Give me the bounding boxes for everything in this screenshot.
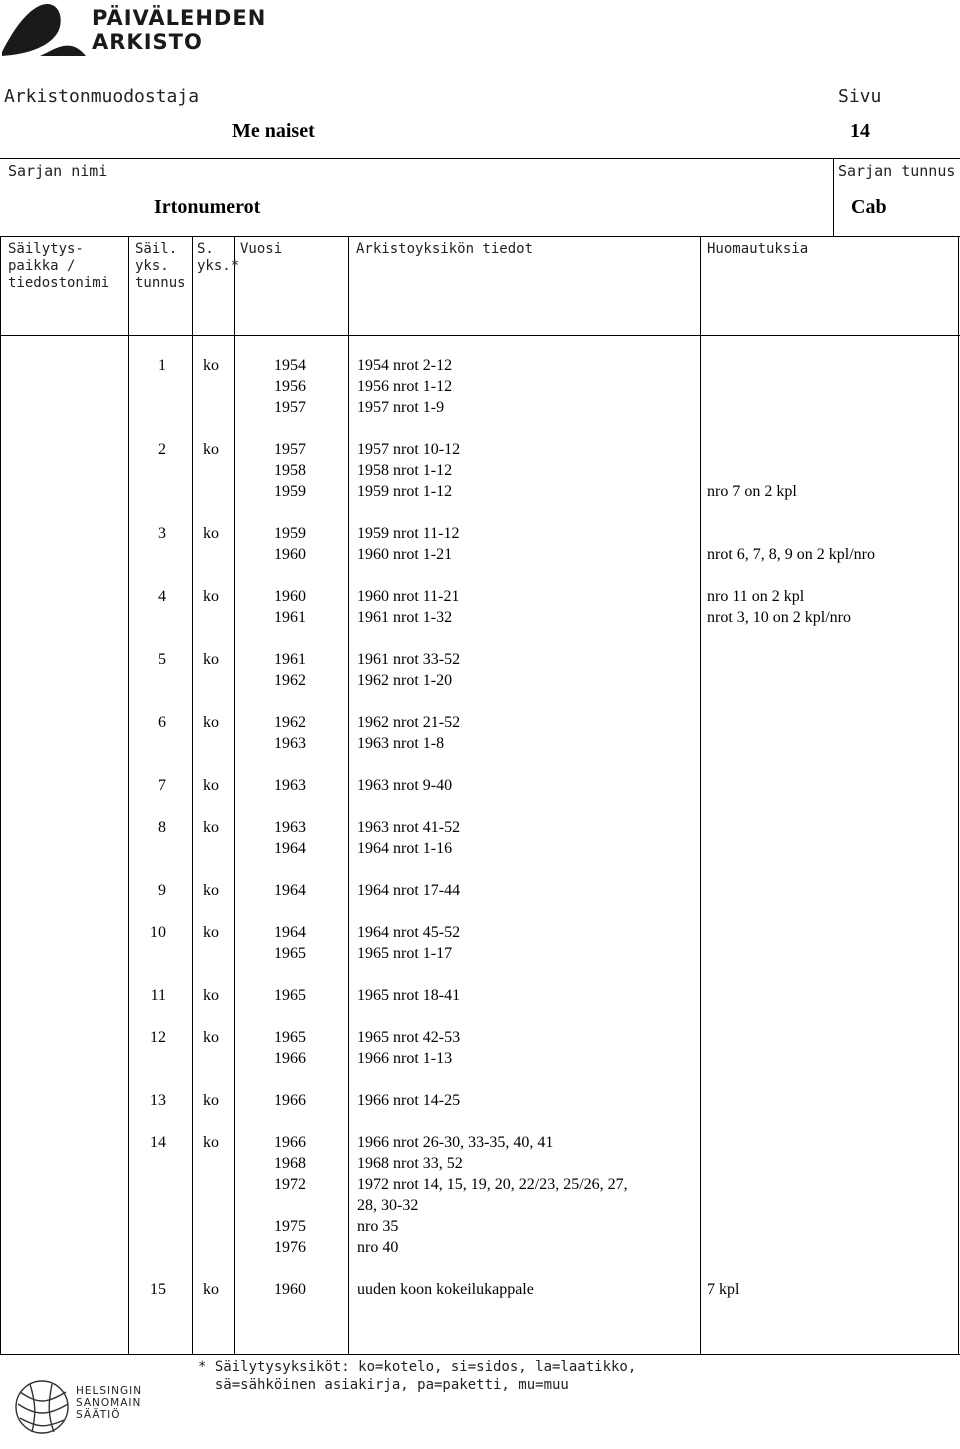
column-header-details: Arkistoyksikön tiedot — [356, 241, 534, 257]
year: 1960 — [274, 588, 306, 605]
entry-line — [0, 649, 960, 670]
entry-line — [0, 1090, 960, 1111]
entry-line — [0, 1174, 960, 1195]
entry-line — [0, 880, 960, 901]
unit-type: ko — [203, 777, 219, 794]
series-code-value: Cab — [851, 196, 887, 218]
year: 1963 — [274, 777, 306, 794]
unit-details: 1966 nrot 1-13 — [357, 1050, 453, 1067]
archive-entry — [0, 523, 960, 565]
unit-type: ko — [203, 525, 219, 542]
unit-type: ko — [203, 1281, 219, 1298]
archive-entry — [0, 1090, 960, 1111]
entry-line — [0, 439, 960, 460]
archive-entry — [0, 1027, 960, 1069]
series-box-divider — [833, 158, 834, 236]
series-box-top-border — [0, 158, 960, 159]
year: 1959 — [274, 483, 306, 500]
unit-details: 28, 30-32 — [357, 1197, 419, 1214]
year: 1959 — [274, 525, 306, 542]
brand-name — [92, 6, 266, 54]
archive-entry — [0, 586, 960, 628]
entry-line — [0, 397, 960, 418]
brand-name-line2: ARKISTO — [92, 30, 203, 54]
year: 1966 — [274, 1050, 306, 1067]
unit-details: 1968 nrot 33, 52 — [357, 1155, 463, 1172]
creator-value: Me naiset — [232, 120, 315, 142]
unit-details: 1962 nrot 21-52 — [357, 714, 461, 731]
unit-number: 9 — [158, 882, 166, 899]
unit-number: 15 — [150, 1281, 166, 1298]
unit-number: 14 — [150, 1134, 166, 1151]
year: 1965 — [274, 945, 306, 962]
unit-details: 1960 nrot 1-21 — [357, 546, 453, 563]
creator-label: Arkistonmuodostaja — [4, 86, 200, 107]
remarks: nrot 6, 7, 8, 9 on 2 kpl/nro — [707, 546, 875, 563]
unit-type: ko — [203, 714, 219, 731]
column-header-year: Vuosi — [240, 241, 283, 257]
unit-details: 1964 nrot 17-44 — [357, 882, 461, 899]
unit-details: 1960 nrot 11-21 — [357, 588, 460, 605]
year: 1957 — [274, 399, 306, 416]
entry-line — [0, 1048, 960, 1069]
year: 1954 — [274, 357, 306, 374]
unit-type: ko — [203, 987, 219, 1004]
unit-number: 1 — [158, 357, 166, 374]
unit-details: 1959 nrot 1-12 — [357, 483, 453, 500]
table-header-bottom-border — [0, 335, 960, 336]
year: 1965 — [274, 987, 306, 1004]
unit-details: 1957 nrot 1-9 — [357, 399, 445, 416]
unit-details: 1965 nrot 18-41 — [357, 987, 461, 1004]
column-header-unit-type: S. yks.* — [197, 241, 240, 274]
entry-line — [0, 943, 960, 964]
entry-line — [0, 1216, 960, 1237]
entry-line — [0, 733, 960, 754]
archive-entry — [0, 775, 960, 796]
year: 1960 — [274, 546, 306, 563]
unit-number: 13 — [150, 1092, 166, 1109]
unit-number: 8 — [158, 819, 166, 836]
column-header-storage: Säilytys- paikka / tiedostonimi — [8, 241, 110, 291]
entry-line — [0, 712, 960, 733]
series-name-label: Sarjan nimi — [8, 162, 108, 180]
remarks: nro 11 on 2 kpl — [707, 588, 805, 605]
year: 1976 — [274, 1239, 306, 1256]
entry-line — [0, 817, 960, 838]
unit-details: nro 35 — [357, 1218, 399, 1235]
entry-line — [0, 985, 960, 1006]
unit-details: 1961 nrot 33-52 — [357, 651, 461, 668]
unit-type: ko — [203, 357, 219, 374]
archive-entry — [0, 649, 960, 691]
unit-details: 1965 nrot 42-53 — [357, 1029, 461, 1046]
unit-details: 1963 nrot 1-8 — [357, 735, 445, 752]
archive-entry — [0, 712, 960, 754]
unit-type: ko — [203, 441, 219, 458]
archive-entries — [0, 355, 960, 1321]
entry-line — [0, 922, 960, 943]
year: 1958 — [274, 462, 306, 479]
unit-number: 6 — [158, 714, 166, 731]
year: 1961 — [274, 651, 306, 668]
remarks: nro 7 on 2 kpl — [707, 483, 797, 500]
unit-type: ko — [203, 882, 219, 899]
year: 1972 — [274, 1176, 306, 1193]
table-bottom-border — [0, 1354, 960, 1355]
entry-line — [0, 1132, 960, 1153]
unit-details: 1963 nrot 9-40 — [357, 777, 453, 794]
year: 1961 — [274, 609, 306, 626]
column-header-unit-id: Säil. yks. tunnus — [135, 241, 186, 291]
unit-details: 1966 nrot 26-30, 33-35, 40, 41 — [357, 1134, 554, 1151]
year: 1975 — [274, 1218, 306, 1235]
year: 1966 — [274, 1134, 306, 1151]
unit-details: 1965 nrot 1-17 — [357, 945, 453, 962]
year: 1963 — [274, 735, 306, 752]
unit-number: 12 — [150, 1029, 166, 1046]
entry-line — [0, 838, 960, 859]
archive-entry — [0, 1132, 960, 1258]
entry-line — [0, 586, 960, 607]
unit-details: 1961 nrot 1-32 — [357, 609, 453, 626]
page-number: 14 — [850, 120, 870, 142]
year: 1962 — [274, 714, 306, 731]
entry-line — [0, 775, 960, 796]
archive-entry — [0, 922, 960, 964]
brand-name-line1: PÄIVÄLEHDEN — [92, 6, 267, 30]
unit-type: ko — [203, 1134, 219, 1151]
unit-number: 4 — [158, 588, 166, 605]
unit-type: ko — [203, 1029, 219, 1046]
year: 1957 — [274, 441, 306, 458]
unit-type: ko — [203, 924, 219, 941]
unit-details: 1964 nrot 45-52 — [357, 924, 461, 941]
unit-type: ko — [203, 588, 219, 605]
entry-line — [0, 460, 960, 481]
series-code-label: Sarjan tunnus — [838, 162, 956, 180]
remarks: nrot 3, 10 on 2 kpl/nro — [707, 609, 851, 626]
archive-entry — [0, 355, 960, 418]
entry-line — [0, 481, 960, 502]
entry-line — [0, 1195, 960, 1216]
year: 1962 — [274, 672, 306, 689]
year: 1965 — [274, 1029, 306, 1046]
unit-number: 10 — [150, 924, 166, 941]
unit-number: 2 — [158, 441, 166, 458]
unit-details: 1972 nrot 14, 15, 19, 20, 22/23, 25/26, 27, — [357, 1176, 628, 1193]
entry-line — [0, 1279, 960, 1300]
year: 1966 — [274, 1092, 306, 1109]
archive-entry — [0, 439, 960, 502]
entry-line — [0, 1237, 960, 1258]
unit-details: nro 40 — [357, 1239, 399, 1256]
unit-details: 1959 nrot 11-12 — [357, 525, 460, 542]
series-name-value: Irtonumerot — [154, 196, 261, 218]
unit-details: 1954 nrot 2-12 — [357, 357, 453, 374]
unit-details: 1966 nrot 14-25 — [357, 1092, 461, 1109]
remarks: 7 kpl — [707, 1281, 740, 1298]
unit-type: ko — [203, 819, 219, 836]
unit-details: uuden koon kokeilukappale — [357, 1281, 534, 1298]
entry-line — [0, 376, 960, 397]
year: 1960 — [274, 1281, 306, 1298]
archive-entry — [0, 880, 960, 901]
unit-details: 1956 nrot 1-12 — [357, 378, 453, 395]
year: 1956 — [274, 378, 306, 395]
entry-line — [0, 670, 960, 691]
entry-line — [0, 544, 960, 565]
page-label: Sivu — [838, 86, 882, 107]
unit-details: 1964 nrot 1-16 — [357, 840, 453, 857]
entry-line — [0, 523, 960, 544]
year: 1963 — [274, 819, 306, 836]
archive-entry — [0, 817, 960, 859]
unit-number: 3 — [158, 525, 166, 542]
unit-number: 11 — [150, 987, 166, 1004]
footer-unit-legend: * Säilytysyksiköt: ko=kotelo, si=sidos, la=laatikko, sä=sähköinen asiakirja, pa=paketti, mu=muu — [198, 1359, 637, 1393]
foundation-name: HELSINGIN SANOMAIN SÄÄTIÖ — [76, 1385, 143, 1421]
unit-details: 1957 nrot 10-12 — [357, 441, 461, 458]
entry-line — [0, 355, 960, 376]
table-top-border — [0, 236, 960, 237]
unit-type: ko — [203, 651, 219, 668]
unit-number: 5 — [158, 651, 166, 668]
archive-entry — [0, 1279, 960, 1300]
entry-line — [0, 1153, 960, 1174]
unit-number: 7 — [158, 777, 166, 794]
unit-details: 1962 nrot 1-20 — [357, 672, 453, 689]
unit-details: 1958 nrot 1-12 — [357, 462, 453, 479]
year: 1964 — [274, 882, 306, 899]
column-header-notes: Huomautuksia — [707, 241, 809, 257]
unit-details: 1963 nrot 41-52 — [357, 819, 461, 836]
year: 1964 — [274, 924, 306, 941]
unit-type: ko — [203, 1092, 219, 1109]
year: 1968 — [274, 1155, 306, 1172]
year: 1964 — [274, 840, 306, 857]
entry-line — [0, 1027, 960, 1048]
archive-entry — [0, 985, 960, 1006]
entry-line — [0, 607, 960, 628]
